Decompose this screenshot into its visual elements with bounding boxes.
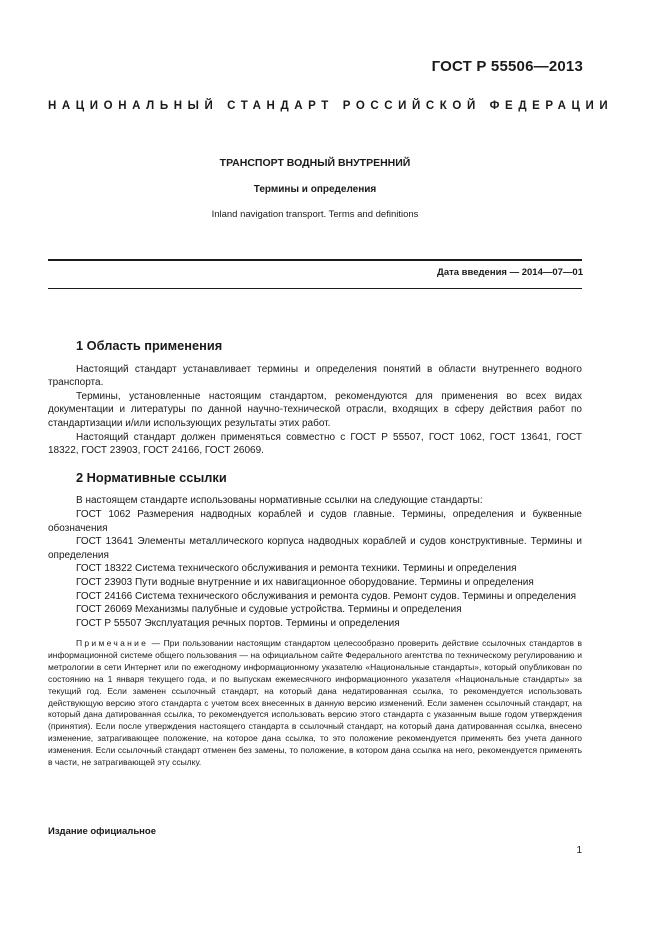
reference-item: ГОСТ 23903 Пути водные внутренние и их навигационное оборудование. Термины и определения: [76, 576, 534, 588]
document-subtitle: Термины и определения: [253, 184, 377, 195]
reference-item: ГОСТ 1062 Размерения надводных кораблей и судов главные. Термины, определения и буквенные обозначения: [48, 508, 582, 534]
reference-item: ГОСТ 18322 Система технического обслуживания и ремонта техники. Термины и определения: [76, 563, 517, 575]
document-title: ТРАНСПОРТ ВОДНЫЙ ВНУТРЕННИЙ: [219, 157, 411, 169]
section-1-paragraph: Термины, установленные настоящим стандартом, рекомендуются для применения во всех видах документации и литературы по данной научно-технической отрасли, входящих в сферу действия работ по стандартизации и/или использующих результаты этих работ.: [48, 390, 582, 429]
section-1-paragraph: Настоящий стандарт должен применяться совместно с ГОСТ Р 55507, ГОСТ 1062, ГОСТ 13641, ГОСТ 18322, ГОСТ 23903, ГОСТ 24166, ГОСТ 26069.: [48, 431, 582, 457]
header-divider-thin: [48, 288, 582, 289]
header-divider-thick: [48, 259, 582, 261]
note-label: Примечание: [76, 638, 149, 649]
section-2-intro: В настоящем стандарте использованы нормативные ссылки на следующие стандарты:: [76, 495, 483, 507]
section-2-heading: 2 Нормативные ссылки: [76, 469, 227, 485]
reference-item: ГОСТ 24166 Система технического обслуживания и ремонта судов. Ремонт судов. Термины и определения: [76, 590, 577, 602]
section-1-heading: 1 Область применения: [76, 338, 223, 353]
gost-number: ГОСТ Р 55506—2013: [431, 58, 583, 75]
reference-item: ГОСТ Р 55507 Эксплуатация речных портов. Термины и определения: [76, 617, 400, 629]
reference-item: ГОСТ 13641 Элементы металлического корпуса надводных кораблей и судов конструктивные. Термины и определения: [48, 536, 582, 561]
introduction-date: Дата введения — 2014—07—01: [437, 267, 583, 278]
section-1-paragraph: Настоящий стандарт устанавливает термины и определения понятий в области внутреннего водного транспорта.: [48, 363, 582, 389]
document-body: [48, 339, 582, 769]
edition-label: Издание официальное: [48, 826, 156, 837]
standard-type-title: НАЦИОНАЛЬНЫЙ СТАНДАРТ РОССИЙСКОЙ ФЕДЕРАЦИИ: [48, 100, 614, 112]
note-paragraph: [48, 638, 582, 768]
document-english-title: Inland navigation transport. Terms and definitions: [211, 209, 419, 220]
note-text: — При пользовании настоящим стандартом целесообразно проверить действие ссылочных стандартов в информационной системе общего пользования — на официальном сайте Федерального агентства по техническому регулированию и метрологии в сети Интернет или по ежегодному информационному указателю «Национальные стандарты», который опубликован по состоянию на 1 января текущего года, и по выпускам ежемесячного информационного указателя «Национальные стандарты» за текущий год. Если заменен ссылочный стандарт, на который дана недатированная ссылка, то рекомендуется использовать действующую версию этого стандарта с учетом всех внесенных в данную версию изменений. Если заменен ссылочный стандарт, на который дана датированная ссылка, то рекомендуется использовать версию этого стандарта с указанным выше годом утверждения (принятия). Если после утверждения настоящего стандарта в ссылочный стандарт, на который дана датированная ссылка, внесено изменение, затрагивающее положение, на которое дана ссылка, то это положение рекомендуется применять без учета данного изменения. Если ссылочный стандарт отменен без замены, то положение, в котором дана ссылка на него, рекомендуется применять в части, не затрагивающей эту ссылку.: [48, 638, 582, 767]
page-number: 1: [576, 845, 582, 856]
reference-item: ГОСТ 26069 Механизмы палубные и судовые устройства. Термины и определения: [76, 604, 462, 616]
